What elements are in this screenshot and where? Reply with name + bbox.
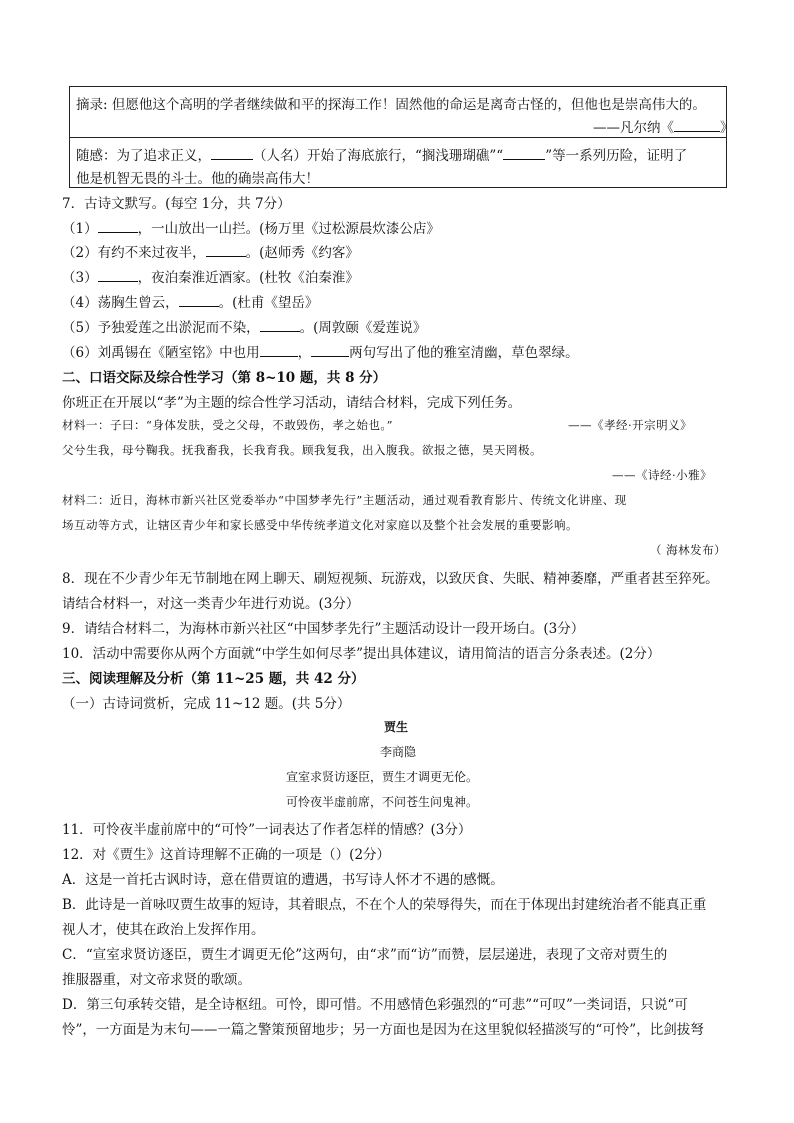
poem-author: 李商隐 [380, 745, 417, 759]
reflection-text: ”等一系列历险，证明了 [545, 148, 688, 164]
option-d-line-1[interactable]: D．第三句承转交错，是全诗枢纽。可怜，即可惜。不用感情色彩强烈的“可悲”“可叹”一类词语，只说“可 [62, 997, 688, 1013]
option-b-line-1[interactable]: B．此诗是一首咏叹贾生故事的短诗，其着眼点，不在个人的荣辱得失，而在于体现出封建统治者不能真正重 [62, 897, 707, 913]
excerpt-line: 摘录: 但愿他这个高明的学者继续做和平的探海工作！固然他的命运是离奇古怪的，但他也是崇高伟大的。 [76, 97, 706, 113]
section-3-heading: 三、阅读理解及分析（第 11~25 题，共 42 分） [62, 671, 365, 687]
material-2-line-1: 材料二：近日，海林市新兴社区党委举办“中国梦孝先行”主题活动，通过观看教育影片、传统文化讲座、现 [62, 493, 627, 507]
q8-line-2: 请结合材料一，对这一类青少年进行劝说。(3分） [62, 596, 360, 612]
person-name-blank[interactable] [211, 147, 253, 160]
answer-blank[interactable] [179, 294, 219, 307]
answer-blank[interactable] [98, 220, 138, 233]
section-2-intro: 你班正在开展以“孝”为主题的综合性学习活动，请结合材料，完成下列任务。 [62, 395, 522, 411]
excerpt-source-suffix: 》 [720, 120, 734, 136]
reflection-text: （人名）开始了海底旅行，“搁浅珊瑚礁”“ [253, 148, 504, 164]
option-c-line-1[interactable]: C．“宣室求贤访逐臣，贾生才调更无伦”这两句，由“求”而“访”而赞，层层递进，表现了文帝对贾生的 [62, 947, 668, 963]
poem-line-1: 宣室求贤访逐臣，贾生才调更无伦。 [286, 770, 479, 784]
q7-item-4: （4）荡胸生曾云， 。(杜甫《望岳》 [62, 295, 319, 311]
reflection-line-2: 他是机智无畏的斗士。他的确崇高伟大！ [76, 171, 319, 187]
q10: 10．活动中需要你从两个方面就“中学生如何尽孝”提出具体建议，请用简洁的语言分条表述。(2分） [62, 646, 661, 662]
reading-notes-box [69, 86, 734, 188]
excerpt-source [593, 116, 734, 136]
box-divider [70, 137, 726, 138]
answer-blank[interactable] [206, 244, 246, 257]
option-b-line-2: 视人才，使其在政治上发挥作用。 [62, 922, 265, 938]
q12: 12．对《贾生》这首诗理解不正确的一项是（）(2分） [62, 847, 391, 863]
answer-blank[interactable] [98, 269, 138, 282]
q7-item-2: （2）有约不来过夜半， 。(赵师秀《约客》 [62, 245, 359, 261]
material-1-source: ——《孝经·开宗明义》 [568, 418, 693, 432]
poem-title: 贾生 [384, 720, 409, 734]
option-d-line-2: 怜”，一方面是为末句——一篇之警策预留地步；另一方面也是因为在这里貌似轻描淡写的“可怜”，比剑拔弩 [62, 1022, 704, 1038]
material-2-line-2: 场互动等方式，让辖区青少年和家长感受中华传统孝道文化对家庭以及整个社会发展的重要影响。 [62, 518, 578, 532]
answer-blank[interactable] [260, 319, 300, 332]
q7-item-6: （6）刘禹锡在《陋室铭》中也用 ， 两句写出了他的雅室清幽，草色翠绿。 [62, 345, 579, 361]
q7-item-3: （3） ，夜泊秦淮近酒家。(杜牧《泊秦淮》 [62, 270, 359, 286]
reflection-text: 随感：为了追求正义， [76, 148, 211, 164]
material-1-line-2: 父兮生我，母兮鞠我。抚我畜我，长我育我。顾我复我，出入腹我。欲报之德，昊天罔极。 [62, 443, 542, 457]
poem-line-2: 可怜夜半虚前席，不问苍生问鬼神。 [286, 795, 479, 809]
material-2-source: （ 海林发布） [650, 543, 727, 557]
adventure-blank[interactable] [503, 147, 545, 160]
q7-item-5: （5）予独爱莲之出淤泥而不染， 。(周敦颐《爱莲说》 [62, 320, 427, 336]
section-2-heading: 二、口语交际及综合性学习（第 8~10 题，共 8 分） [62, 370, 387, 386]
q11: 11．可怜夜半虚前席中的“可怜”一词表达了作者怎样的情感？(3分） [62, 822, 472, 838]
excerpt-source-prefix: ——凡尔纳《 [593, 120, 674, 136]
option-a[interactable]: A．这是一首托古讽时诗，意在借贾谊的遭遇，书写诗人怀才不遇的感慨。 [62, 872, 504, 888]
q7-item-1: （1） ，一山放出一山拦。(杨万里《过松源晨炊漆公店》 [62, 221, 440, 237]
answer-blank[interactable] [311, 344, 349, 357]
book-title-blank[interactable] [674, 119, 720, 132]
q8-line-1: 8．现在不少青少年无节制地在网上聊天、刷短视频、玩游戏，以致厌食、失眠、精神萎靡，严重者甚至猝死。 [62, 571, 719, 587]
reflection-line-1 [76, 144, 687, 164]
q7-title: 7．古诗文默写。(每空 1分，共 7分） [62, 196, 291, 212]
material-1-text: 材料一：子曰：“身体发肤，受之父母，不敢毁伤，孝之始也。” [62, 418, 394, 432]
option-c-line-2: 推服器重，对文帝求贤的歌颂。 [62, 972, 251, 988]
answer-blank[interactable] [260, 344, 298, 357]
subsection-1: （一）古诗词赏析，完成 11~12 题。(共 5分） [62, 696, 351, 712]
material-1-source-2: ——《诗经·小雅》 [612, 468, 713, 482]
q9: 9．请结合材料二，为海林市新兴社区“中国梦孝先行”主题活动设计一段开场白。(3分） [62, 621, 585, 637]
